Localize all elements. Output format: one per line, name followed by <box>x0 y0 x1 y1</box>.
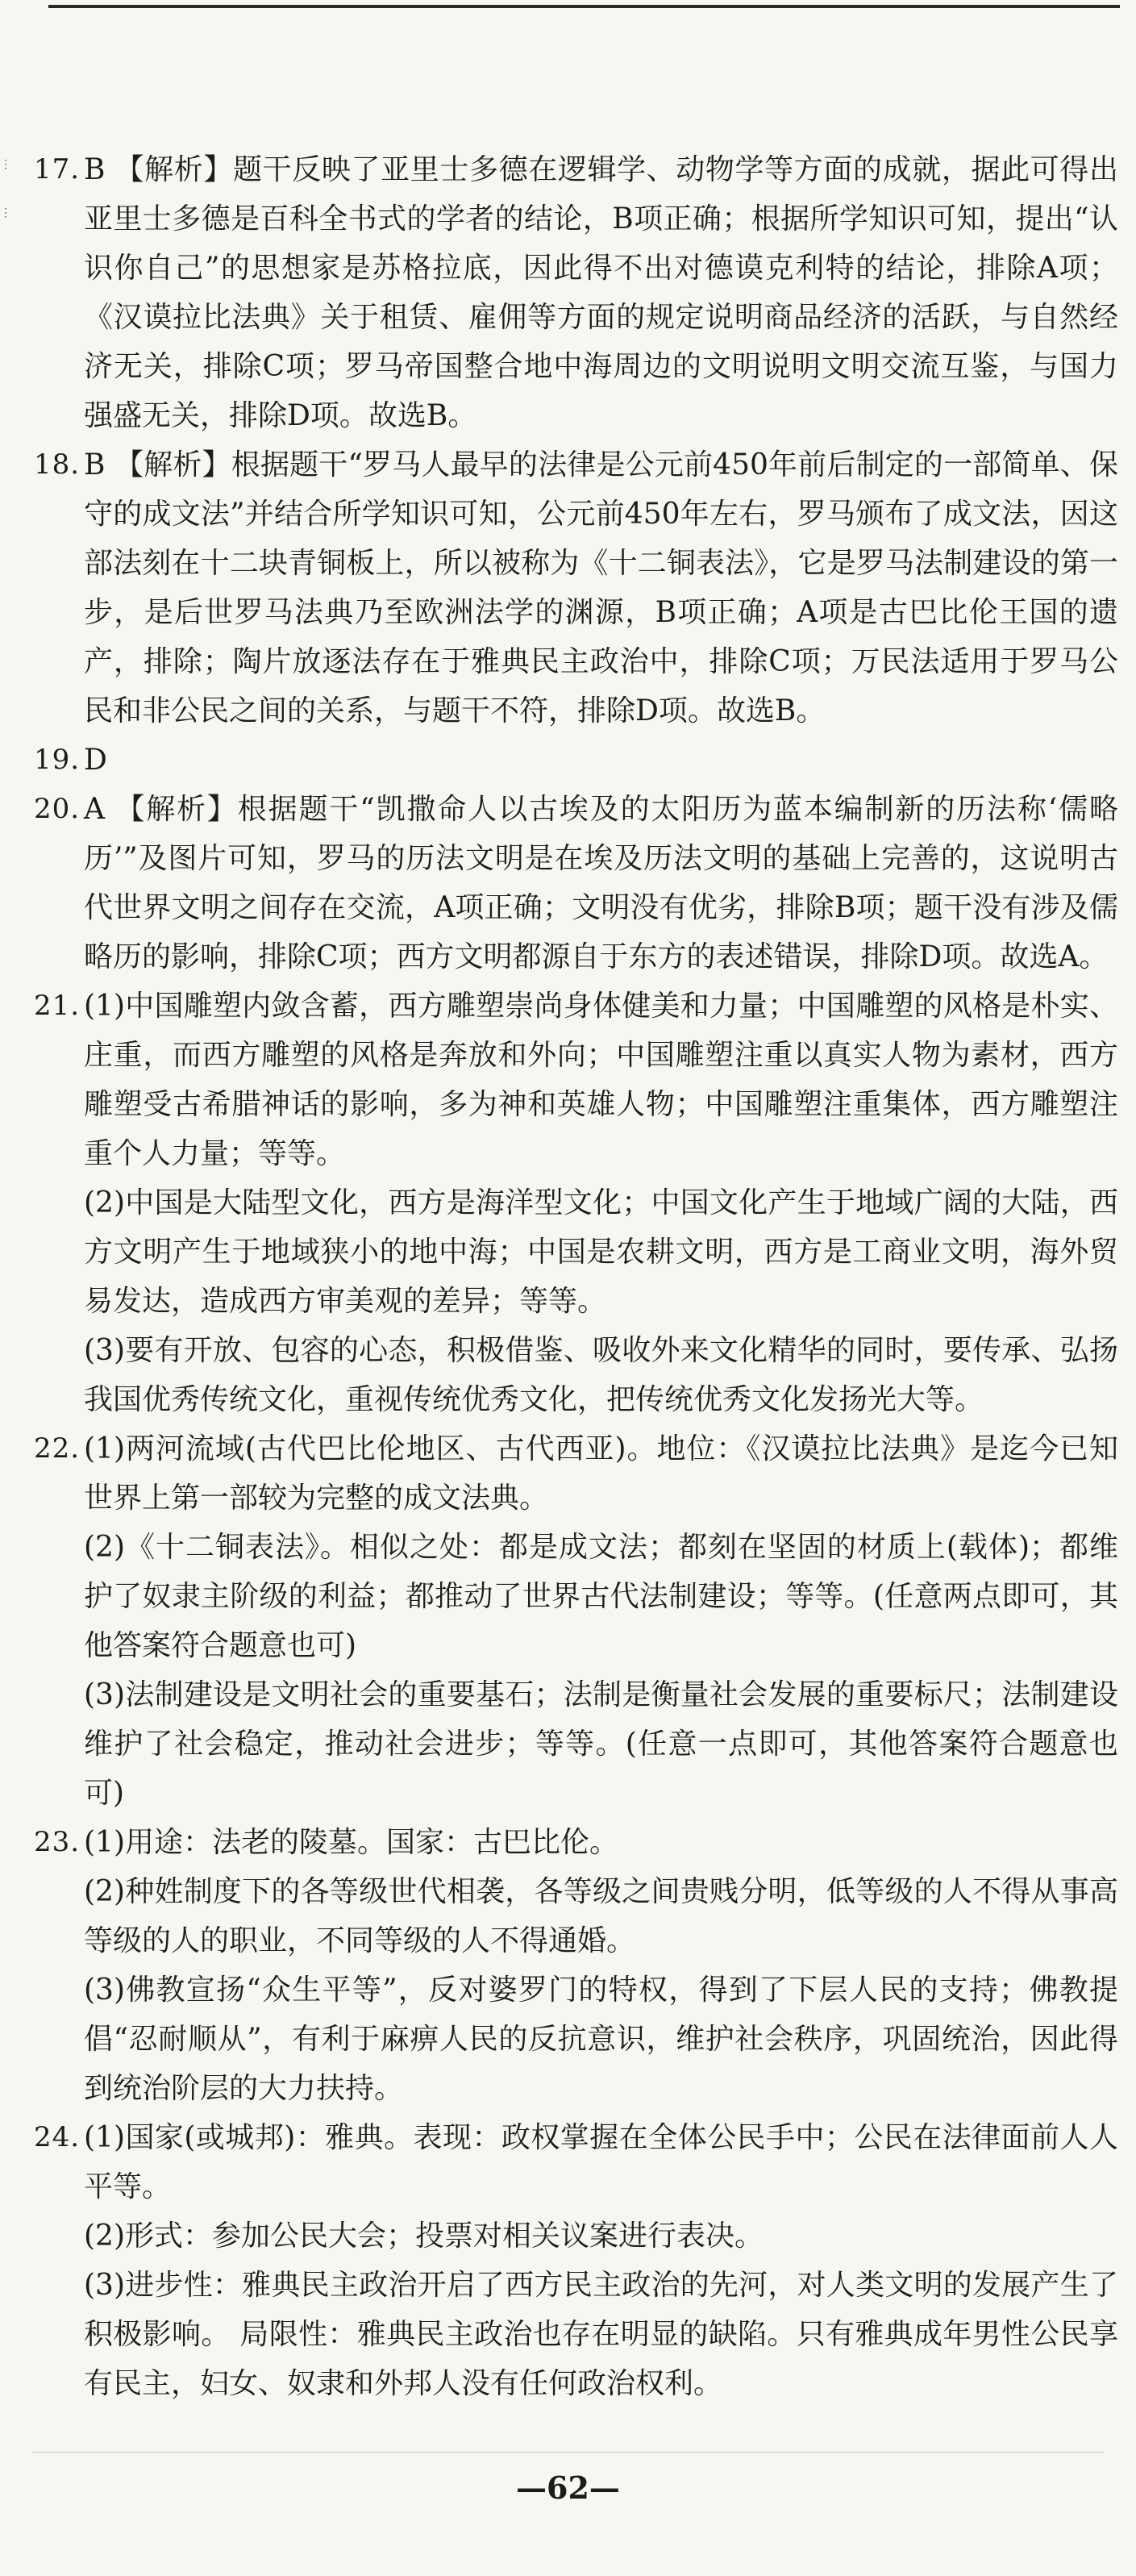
item-body <box>84 1818 1118 2113</box>
answer-item <box>34 982 1118 1424</box>
sub-answer: (2)《十二铜表法》。相似之处：都是成文法；都刻在坚固的材质上(载体)；都维护了奴隶主阶级的利益；都推动了世界古代法制建设；等等。(任意两点即可，其他答案符合题意也可) <box>84 1531 1118 1662</box>
binding-mark: ⋮ <box>0 206 11 219</box>
answer-item <box>34 785 1118 982</box>
answer-item <box>34 1424 1118 1818</box>
item-number: 24. <box>34 2121 81 2153</box>
footer-rule <box>32 2452 1104 2453</box>
item-text: D <box>84 744 107 777</box>
item-text: (1)中国雕塑内敛含蓄，西方雕塑崇尚身体健美和力量；中国雕塑的风格是朴实、庄重，而西方雕塑的风格是奔放和外向；中国雕塑注重以真实人物为素材，西方雕塑受古希腊神话的影响，多为神和英雄人物；中国雕塑注重集体，西方雕塑注重个人力量；等等。 <box>84 990 1118 1170</box>
item-number: 20. <box>34 793 81 825</box>
sub-answer: (2)种姓制度下的各等级世代相袭，各等级之间贵贱分明，低等级的人不得从事高等级的人的职业，不同等级的人不得通婚。 <box>84 1875 1118 1957</box>
answer-item <box>34 736 1118 785</box>
item-number: 19. <box>34 744 81 776</box>
item-number: 21. <box>34 990 81 1022</box>
item-number: 22. <box>34 1432 81 1465</box>
item-text: (1)用途：法老的陵墓。国家：古巴比伦。 <box>84 1826 618 1859</box>
item-number: 17. <box>34 153 81 185</box>
item-body <box>84 785 1118 982</box>
sub-answer: (2)形式：参加公民大会；投票对相关议案进行表决。 <box>84 2220 764 2253</box>
item-body <box>84 145 1118 440</box>
item-body <box>84 2113 1118 2408</box>
item-body <box>84 982 1118 1424</box>
item-number: 23. <box>34 1826 81 1858</box>
sub-answer: (3)佛教宣扬“众生平等”，反对婆罗门的特权，得到了下层人民的支持；佛教提倡“忍耐顺从”，有利于麻痹人民的反抗意识，维护社会秩序，巩固统治，因此得到统治阶层的大力扶持。 <box>84 1974 1118 2105</box>
item-text: B 【解析】题干反映了亚里士多德在逻辑学、动物学等方面的成就，据此可得出亚里士多德是百科全书式的学者的结论，B项正确；根据所学知识可知，提出“认识你自己”的思想家是苏格拉底，因此得不出对德谟克利特的结论，排除A项；《汉谟拉比法典》关于租赁、雇佣等方面的规定说明商品经济的活跃，与自然经济无关，排除C项；罗马帝国整合地中海周边的文明说明文明交流互鉴，与国力强盛无关，排除D项。故选B。 <box>84 153 1118 432</box>
sub-answer: (2)中国是大陆型文化，西方是海洋型文化；中国文化产生于地域广阔的大陆，西方文明产生于地域狭小的地中海；中国是农耕文明，西方是工商业文明，海外贸易发达，造成西方审美观的差异；等等。 <box>84 1186 1118 1318</box>
binding-mark: ⋮ <box>0 158 11 171</box>
sub-answer: (3)法制建设是文明社会的重要基石；法制是衡量社会发展的重要标尺；法制建设维护了社会稳定，推动社会进步；等等。(任意一点即可，其他答案符合题意也可) <box>84 1678 1118 1810</box>
item-body <box>84 440 1118 736</box>
page-number: —62— <box>516 2470 620 2506</box>
item-body <box>84 736 1118 785</box>
item-body <box>84 1424 1118 1818</box>
answer-key <box>34 145 1118 2408</box>
item-text: B 【解析】根据题干“罗马人最早的法律是公元前450年前后制定的一部简单、保守的成文法”并结合所学知识可知，公元前450年左右，罗马颁布了成文法，因这部法刻在十二块青铜板上，所以被称为《十二铜表法》，它是罗马法制建设的第一步，是后世罗马法典乃至欧洲法学的渊源，B项正确；A项是古巴比伦王国的遗产，排除；陶片放逐法存在于雅典民主政治中，排除C项；万民法适用于罗马公民和非公民之间的关系，与题干不符，排除D项。故选B。 <box>84 448 1118 727</box>
answer-item <box>34 145 1118 440</box>
answer-item <box>34 1818 1118 2113</box>
answer-item <box>34 440 1118 736</box>
item-text: A 【解析】根据题干“凯撒命人以古埃及的太阳历为蓝本编制新的历法称‘儒略历’”及图片可知，罗马的历法文明是在埃及历法文明的基础上完善的，这说明古代世界文明之间存在交流，A项正确；文明没有优劣，排除B项；题干没有涉及儒略历的影响，排除C项；西方文明都源自于东方的表述错误，排除D项。故选A。 <box>84 793 1118 973</box>
item-number: 18. <box>34 448 81 481</box>
top-rule <box>48 5 1120 8</box>
sub-answer: (3)要有开放、包容的心态，积极借鉴、吸收外来文化精华的同时，要传承、弘扬我国优秀传统文化，重视传统优秀文化，把传统优秀文化发扬光大等。 <box>84 1334 1118 1416</box>
answer-item <box>34 2113 1118 2408</box>
item-text: (1)国家(或城邦)：雅典。表现：政权掌握在全体公民手中；公民在法律面前人人平等。 <box>84 2121 1118 2203</box>
sub-answer: (3)进步性：雅典民主政治开启了西方民主政治的先河，对人类文明的发展产生了积极影响。 局限性：雅典民主政治也存在明显的缺陷。只有雅典成年男性公民享有民主，妇女、奴隶和外邦人没有任何政治权利。 <box>84 2269 1118 2400</box>
item-text: (1)两河流域(古代巴比伦地区、古代西亚)。地位：《汉谟拉比法典》是迄今已知世界上第一部较为完整的成文法典。 <box>84 1432 1118 1515</box>
